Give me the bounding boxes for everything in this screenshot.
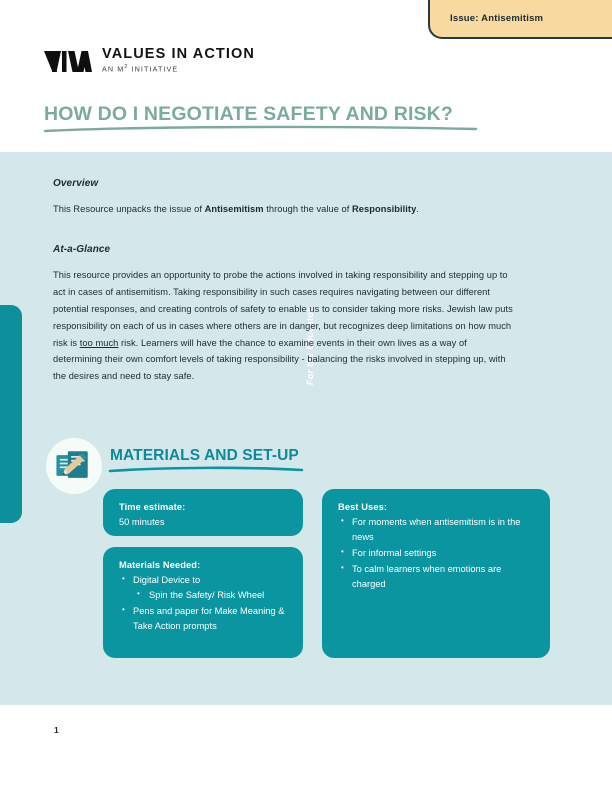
brand-logo [44, 47, 255, 74]
at-a-glance-text-1: This resource provides an opportunity to probe the actions involved in taking responsibility and stepping up to act in cases of antisemitism. Taking responsibility in such cases requires navigating between our different potential responses, and creating controls of safety to enable us to consider taking more risks. Jewish law puts responsibility on each of us in cases where others are in danger, but recognizes deep limitations on how much risk is [53, 269, 513, 348]
overview-paragraph [53, 201, 518, 218]
list-item: • Pens and paper for Make Meaning & Take Action prompts [119, 604, 287, 634]
list-item [119, 573, 287, 603]
heading-underline-flourish [43, 125, 478, 135]
list-item: • For moments when antisemitism is in the news [338, 515, 534, 545]
audience-tab [0, 305, 22, 523]
logo-title: VALUES IN ACTION [102, 46, 255, 62]
content-column [53, 178, 518, 385]
overview-text-1: This Resource unpacks the issue of [53, 204, 205, 214]
materials-heading: MATERIALS AND SET-UP [110, 447, 299, 464]
logo-subtitle-sup: 2 [124, 63, 129, 70]
via-monogram-icon [44, 49, 92, 74]
at-a-glance-paragraph [53, 267, 518, 385]
list-item: • Spin the Safety/ Risk Wheel [133, 588, 287, 603]
overview-text-3: . [416, 204, 419, 214]
at-a-glance-label: At-a-Glance [53, 243, 111, 255]
issue-badge-label: Issue: Antisemitism [450, 13, 544, 24]
materials-needed-list [119, 573, 287, 634]
time-estimate-title: Time estimate: [119, 502, 186, 512]
materials-needed-title: Materials Needed: [119, 560, 201, 570]
page-title: HOW DO I NEGOTIATE SAFETY AND RISK? [44, 103, 453, 125]
overview-value-name: Responsibility [352, 204, 417, 214]
materials-needed-card [103, 547, 303, 658]
page-number: 1 [54, 725, 59, 735]
time-estimate-card [103, 489, 303, 536]
overview-text-2: through the value of [263, 204, 353, 214]
documents-and-pencil-icon [46, 438, 101, 493]
best-uses-title: Best Uses: [338, 502, 388, 512]
logo-subtitle-prefix: AN M [102, 63, 125, 73]
best-uses-list [338, 515, 534, 592]
audience-tab-label: For the Educator [305, 308, 315, 385]
issue-badge [428, 0, 612, 39]
list-item: • To calm learners when emotions are charged [338, 562, 534, 592]
overview-issue-name: Antisemitism [204, 204, 264, 214]
at-a-glance-emphasis: too much [79, 337, 119, 348]
logo-subtitle-suffix: INITIATIVE [128, 63, 179, 73]
at-a-glance-text-2: risk. Learners will have the chance to examine events in their own lives as a way of determining their own comfort levels of taking responsibility - balancing the risks involved in stepping up, with the desires and need to stay safe. [53, 337, 506, 382]
logo-subtitle [102, 65, 255, 73]
list-item: • For informal settings [338, 546, 534, 561]
overview-label: Overview [53, 178, 99, 189]
best-uses-card [322, 489, 550, 658]
time-estimate-value: 50 minutes [119, 517, 165, 527]
materials-icon-badge [45, 437, 103, 495]
materials-item-0: Digital Device to [133, 575, 201, 585]
materials-underline-flourish [108, 466, 304, 475]
materials-needed-sublist [133, 588, 287, 603]
